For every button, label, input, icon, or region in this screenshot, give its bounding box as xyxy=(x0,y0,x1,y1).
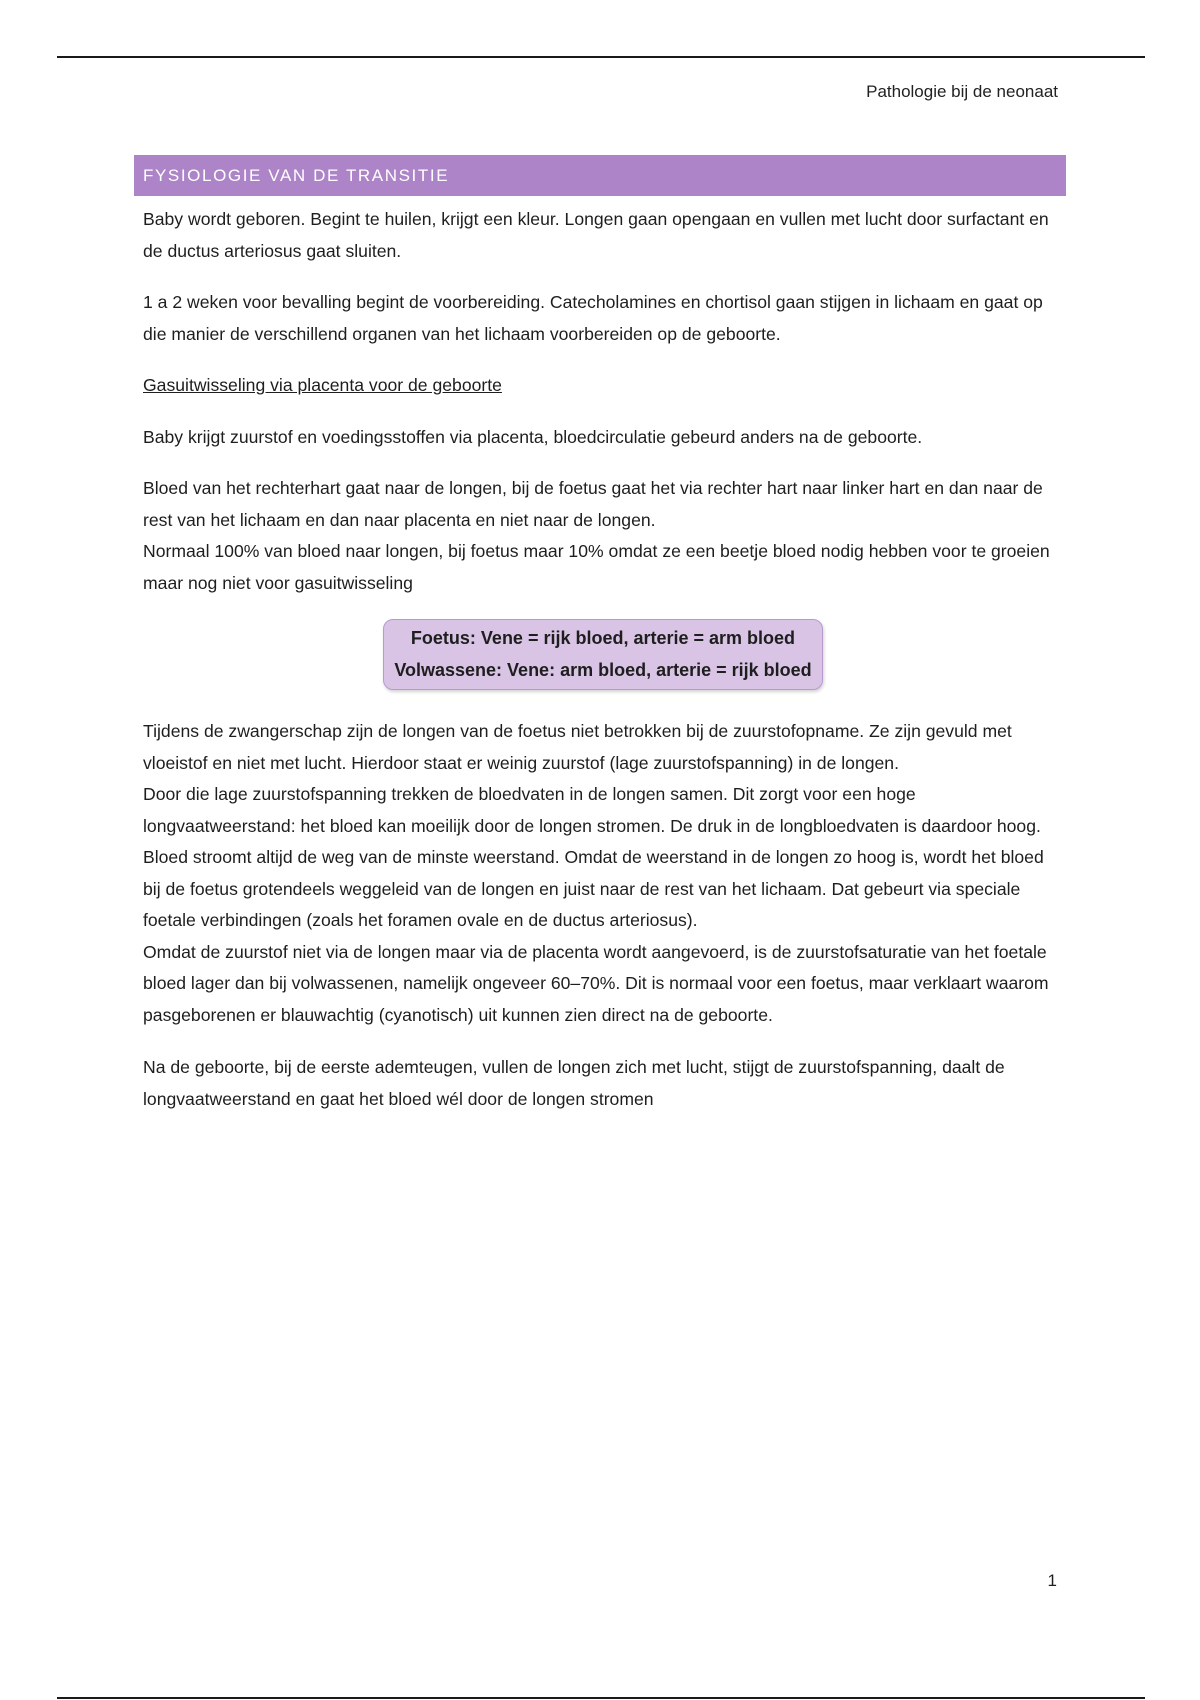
fetal-lungs-line3: Bloed stroomt altijd de weg van de minste weerstand. Omdat de weerstand in de longen zo hoog is, wordt het bloed bij de foetus grotendeels weggeleid van de longen en juist naar de rest van het lichaam. Dat gebeurt via speciale foetale verbindingen (zoals het foramen ovale en de ductus arteriosus). xyxy=(143,847,1044,930)
page-number: 1 xyxy=(1047,1571,1057,1590)
callout-container xyxy=(143,619,1063,690)
paragraph-circulation xyxy=(143,473,1063,599)
blood-callout-box xyxy=(383,619,822,690)
paragraph-circulation-line1: Bloed van het rechterhart gaat naar de longen, bij de foetus gaat het via rechter hart naar linker hart en dan naar de rest van het lichaam en dan naar placenta en niet naar de longen. xyxy=(143,478,1043,530)
section-heading: FYSIOLOGIE VAN DE TRANSITIE xyxy=(143,165,450,185)
fetal-lungs-line1: Tijdens de zwangerschap zijn de longen van de foetus niet betrokken bij de zuurstofopname. Ze zijn gevuld met vloeistof en niet met lucht. Hierdoor staat er weinig zuurstof (lage zuurstofspanning) in de longen. xyxy=(143,721,1012,773)
subheading-gas-exchange: Gasuitwisseling via placenta voor de geboorte xyxy=(143,375,502,395)
paragraph-fetal-lungs xyxy=(143,716,1063,1031)
header-rule xyxy=(57,56,1145,58)
callout-line-fetus: Foetus: Vene = rijk bloed, arterie = arm bloed xyxy=(410,628,796,648)
fetal-lungs-line2: Door die lage zuurstofspanning trekken de bloedvaten in de longen samen. Dit zorgt voor een hoge longvaatweerstand: het bloed kan moeilijk door de longen stromen. De druk in de longbloedvaten is daardoor hoog. xyxy=(143,784,1041,836)
running-header-title: Pathologie bij de neonaat xyxy=(866,82,1058,101)
paragraph-birth: Baby wordt geboren. Begint te huilen, krijgt een kleur. Longen gaan opengaan en vullen met lucht door surfactant en de ductus arteriosus gaat sluiten. xyxy=(143,209,1049,261)
document-body xyxy=(143,204,1063,1135)
paragraph-circulation-line2: Normaal 100% van bloed naar longen, bij foetus maar 10% omdat ze een beetje bloed nodig hebben voor te groeien maar nog niet voor gasuitwisseling xyxy=(143,541,1050,593)
footer-rule xyxy=(57,1697,1145,1699)
paragraph-placenta: Baby krijgt zuurstof en voedingsstoffen via placenta, bloedcirculatie gebeurd anders na de geboorte. xyxy=(143,426,923,447)
fetal-lungs-line4: Omdat de zuurstof niet via de longen maar via de placenta wordt aangevoerd, is de zuurstofsaturatie van het foetale bloed lager dan bij volwassenen, namelijk ongeveer 60–70%. Dit is normaal voor een foetus, maar verklaart waarom pasgeborenen er blauwachtig (cyanotisch) uit kunnen zien direct na de geboorte. xyxy=(143,941,1049,1025)
callout-line-adult: Volwassene: Vene: arm bloed, arterie = rijk bloed xyxy=(394,660,812,680)
paragraph-after-birth: Na de geboorte, bij de eerste ademteugen, vullen de longen zich met lucht, stijgt de zuurstofspanning, daalt de longvaatweerstand en gaat het bloed wél door de longen stromen xyxy=(143,1057,1005,1109)
paragraph-preparation: 1 a 2 weken voor bevalling begint de voorbereiding. Catecholamines en chortisol gaan stijgen in lichaam en gaat op die manier de verschillend organen van het lichaam voorbereiden op de geboorte. xyxy=(143,292,1043,344)
section-heading-band xyxy=(134,155,1066,196)
